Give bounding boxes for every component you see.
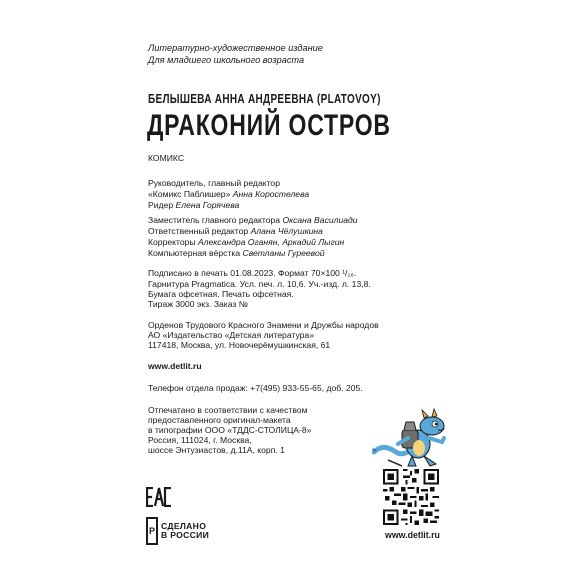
book-author: БЕЛЫШЕВА АННА АНДРЕЕВНА (PLATOVOY): [148, 93, 381, 107]
credit-layout: [148, 248, 325, 258]
printer-line: в типографии ООО «ТДДС-СТОЛИЦА-8»: [148, 425, 312, 435]
reader-name: Елена Горячева: [175, 200, 240, 210]
book-title: ДРАКОНИЙ ОСТРОВ: [147, 108, 391, 142]
printer-line: Отпечатано в соответствии с качеством: [148, 405, 308, 415]
responsible-editor-role: Ответственный редактор: [148, 226, 249, 236]
print-info-line: Подписано в печать 01.08.2023. Формат 70×100 ¹/₁₆.: [148, 268, 357, 278]
sales-phone: Телефон отдела продаж: +7(495) 933-55-65, доб. 205.: [148, 383, 363, 393]
publisher-line: АО «Издательство «Детская литература»: [148, 330, 314, 340]
credit-deputy-editor: [148, 215, 358, 225]
credit-chief-editor-role: Руководитель, главный редактор: [148, 178, 280, 188]
age-group: Для младшего школьного возраста: [148, 55, 305, 65]
qr-code-icon: [383, 469, 439, 525]
dragon-illustration: [372, 408, 456, 470]
deputy-editor-name: Оксана Василиади: [282, 215, 358, 225]
printer-line: шоссе Энтузиастов, д.11А, корп. 1: [148, 445, 285, 455]
credit-responsible-editor: [148, 226, 323, 236]
publisher-org-name: «Комикс Паблишер»: [148, 189, 231, 199]
made-in-russia-box: Р: [146, 517, 158, 545]
responsible-editor-name: Алана Чёлушкина: [250, 226, 323, 236]
credit-proofreaders: [148, 237, 344, 247]
eac-mark-icon: [146, 487, 172, 507]
print-info-line: Бумага офсетная. Печать офсетная.: [148, 289, 294, 299]
proofreaders-role: Корректоры: [148, 237, 196, 247]
made-in-russia-line1: СДЕЛАНО: [161, 520, 207, 531]
printer-line: предоставленного оригинал-макета: [148, 415, 291, 425]
made-in-russia-line2: В РОССИИ: [161, 530, 210, 540]
qr-caption: www.detlit.ru: [385, 530, 440, 540]
layout-name: Светланы Гуреевой: [242, 248, 325, 258]
edition-type: Литературно-художественное издание: [148, 43, 323, 53]
book-genre: КОМИКС: [148, 153, 185, 163]
credit-reader: [148, 200, 239, 210]
publisher-website: www.detlit.ru: [148, 361, 202, 371]
made-in-russia-text: [161, 522, 209, 541]
print-info-line: Тираж 3000 экз. Заказ №: [148, 299, 248, 309]
reader-role: Ридер: [148, 200, 174, 210]
publisher-line: Орденов Трудового Красного Знамени и Дружбы народов: [148, 320, 379, 330]
layout-role: Компьютерная вёрстка: [148, 248, 241, 258]
print-info-line: Гарнитура Pragmatica. Усл. печ. л. 10,6. Уч.-изд. л. 13,8.: [148, 279, 371, 289]
proofreaders-names: Александра Оганян, Аркадий Лыгин: [197, 237, 345, 247]
deputy-editor-role: Заместитель главного редактора: [148, 215, 281, 225]
made-in-russia-mark: [146, 517, 209, 545]
credit-chief-editor: [148, 189, 309, 199]
printer-line: Россия, 111024, г. Москва,: [148, 435, 252, 445]
publisher-address: 117418, Москва, ул. Новочерёмушкинская, 61: [148, 340, 331, 350]
chief-editor-name: Анна Коростелева: [232, 189, 310, 199]
